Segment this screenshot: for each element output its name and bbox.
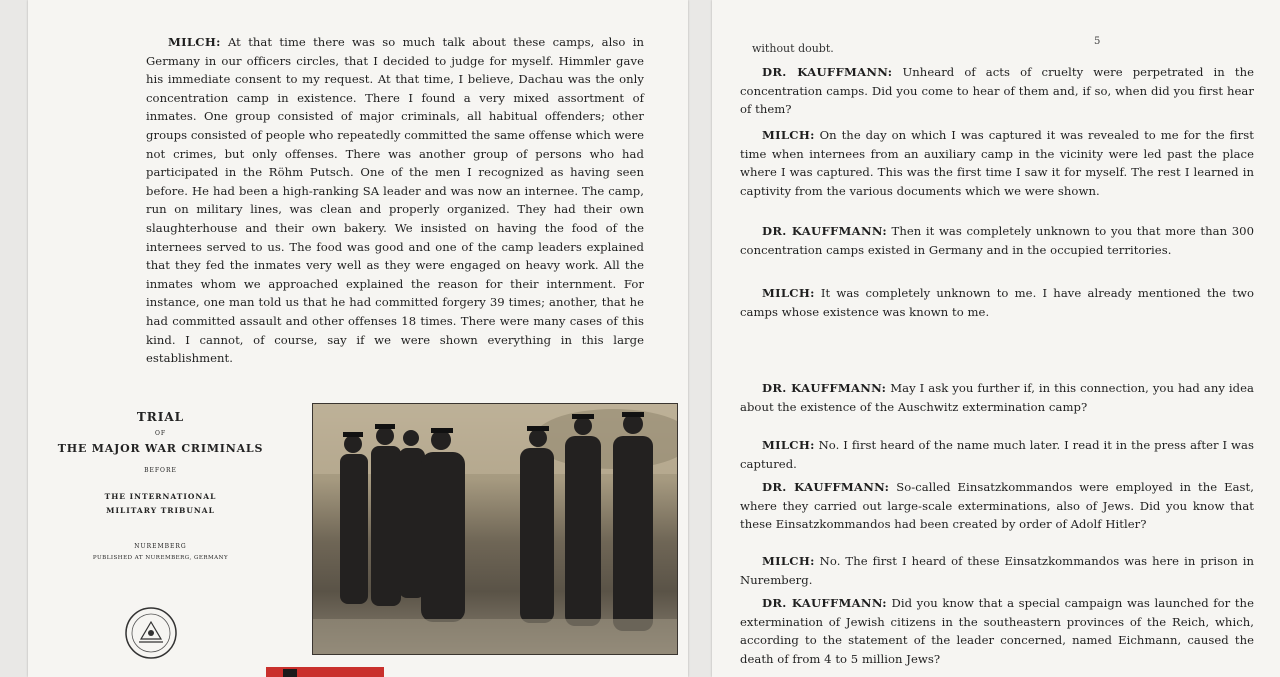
banner-emblem-icon (283, 669, 297, 677)
qa-paragraph: DR. KAUFFMANN: Then it was completely unknown to you that more than 300 concentration camps existed in Germany and in the occupied territories. (740, 224, 1254, 257)
milch-testimony-paragraph (146, 33, 644, 368)
qa-paragraph: DR. KAUFFMANN: So-called Einsatzkommandos were employed in the East, where they carried out large-scale exterminations, also of Jews. Did you know that these Einsatzkommandos had been created by order of Adolf Hitler? (740, 480, 1254, 532)
qa-paragraph: DR. KAUFFMANN: Did you know that a special campaign was launched for the extermination of Jewish citizens in the southeastern provinces of the Reich, which, according to the statement of the leader concerned, named Eichmann, caused the death of from 4 to 5 million Jews? (740, 596, 1254, 666)
qa-paragraph: MILCH: No. I first heard of the name much later. I read it in the press after I was captured. (740, 438, 1254, 471)
qa-paragraph: DR. KAUFFMANN: May I ask you further if, in this connection, you had any idea about the existence of the Auschwitz extermination camp? (740, 381, 1254, 414)
qa-paragraph: DR. KAUFFMANN: Unheard of acts of cruelty were perpetrated in the concentration camps. Did you come to hear of them and, if so, when did you first hear of them? (740, 65, 1254, 117)
trial-title: TRIAL OF (28, 410, 293, 437)
officers-photograph (312, 403, 678, 655)
left-page (28, 0, 688, 677)
qa-paragraph: MILCH: On the day on which I was captured it was revealed to me for the first time when internees from an auxiliary camp in the vicinity were led past the place where I was captured. This was the first time I saw it for myself. The rest I learned in captivity from the various documents which we were shown. (740, 128, 1254, 198)
publisher-label: PUBLISHED AT NUREMBERG, GERMANY (92, 555, 229, 561)
qa-paragraph: MILCH: It was completely unknown to me. I have already mentioned the two camps whose existence was known to me. (740, 286, 1254, 319)
trial-of: OF (154, 430, 167, 437)
page-number: 5 (1094, 36, 1101, 47)
place-label: NUREMBERG (134, 543, 187, 550)
officers-photo-image (313, 404, 677, 654)
before-label: BEFORE (144, 467, 177, 474)
tribunal-name: THE INTERNATIONAL MILITARY TRIBUNAL (104, 492, 217, 515)
major-war-criminals-title: THE MAJOR WAR CRIMINALS (57, 442, 264, 455)
qa-paragraph: MILCH: No. The first I heard of these Einsatzkommandos was here in prison in Nuremberg. (740, 554, 1254, 587)
speaker-label: MILCH: (168, 35, 221, 49)
paragraph-text: At that time there was so much talk about these camps, also in Germany in our officers circles, that I decided to judge for myself. Himmler gave his immediate consent to my request. At that time, I believe, Dachau was the only concentration camp in existence. There I found a very mixed assortment of inmates. One group consisted of major criminals, all habitual offenders; other groups consisted of people who repeatedly committed the same offense which were not crimes, but only offenses. There was another group of persons who had participated in the Röhm Putsch. One of the men I recognized as having seen before. He had been a high-ranking SA leader and was now an internee. The camp, run on military lines, was clean and properly organized. They had their own slaughterhouse and their own bakery. We insisted on having the food of the internees served to us. The food was good and one of the camp leaders explained that they fed the inmates very well as they were engaged on heavy work. All the inmates whom we approached explained the reason for their internment. For instance, one man told us that he had committed forgery 39 times; another, that he had committed assault and other offenses 18 times. There were many cases of this kind. I cannot, of course, say if we were shown everything in this large establishment. (146, 35, 644, 366)
cut-off-top-line: without doubt. (752, 42, 834, 55)
right-page (712, 0, 1280, 677)
tribunal-seal-icon (124, 606, 178, 660)
